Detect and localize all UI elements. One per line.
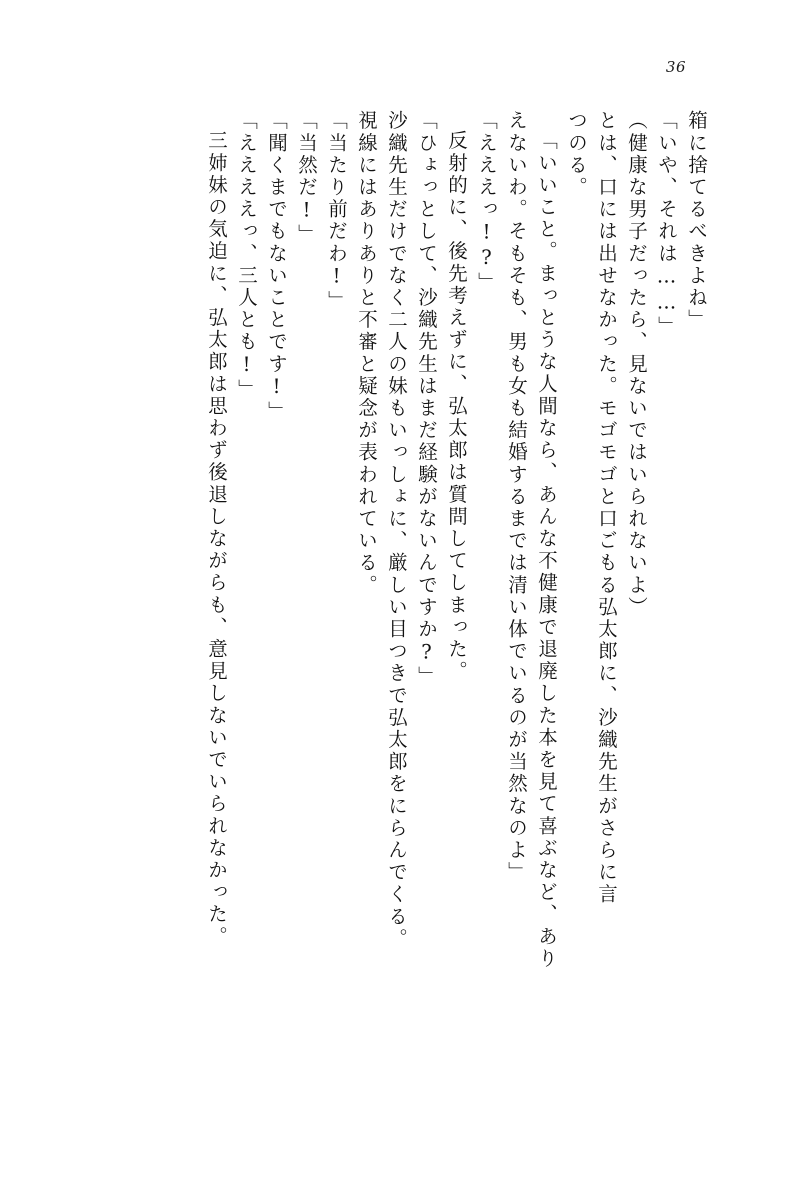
text-line: 「当然だ!」 [295, 110, 318, 247]
text-line: つのる。 [565, 110, 588, 199]
text-line: 「当たり前だわ!」 [325, 110, 348, 313]
text-line: えないわ。そもそも、男も女も結婚するまでは清い体でいるのが当然なのよ」 [505, 110, 528, 884]
vertical-text-block [86, 110, 706, 1070]
text-line: 反射的に、後先考えずに、弘太郎は質問してしまった。 [445, 130, 468, 683]
text-line: 「いいこと。まっとうな人間なら、あんな不健康で退廃した本を見て喜ぶなど、あり [535, 130, 558, 970]
text-line: 「いや、それは……」 [655, 110, 678, 338]
text-line: 「ひょっとして、沙織先生はまだ経験がないんですか?」 [415, 110, 438, 689]
text-line: 「ええええっ、三人とも!」 [235, 110, 258, 401]
text-line: 「えええっ!?」 [475, 110, 498, 294]
text-line: 視線にはありありと不審と疑念が表われている。 [355, 110, 378, 597]
text-line: 三姉妹の気迫に、弘太郎は思わず後退しながらも、意見しないでいられなかった。 [205, 130, 228, 948]
text-line: 「聞くまでもないことです!」 [265, 110, 288, 423]
text-line: 沙織先生だけでなく二人の妹もいっしょに、厳しい目つきで弘太郎をにらんでくる。 [385, 110, 408, 950]
text-line: （健康な男子だったら、見ないではいられないよ） [625, 110, 648, 619]
text-line: とは、口には出せなかった。モゴモゴと口ごもる弘太郎に、沙織先生がさらに言 [595, 110, 618, 906]
page-number: 36 [665, 58, 686, 76]
text-line: 箱に捨てるべきよね」 [685, 110, 708, 331]
